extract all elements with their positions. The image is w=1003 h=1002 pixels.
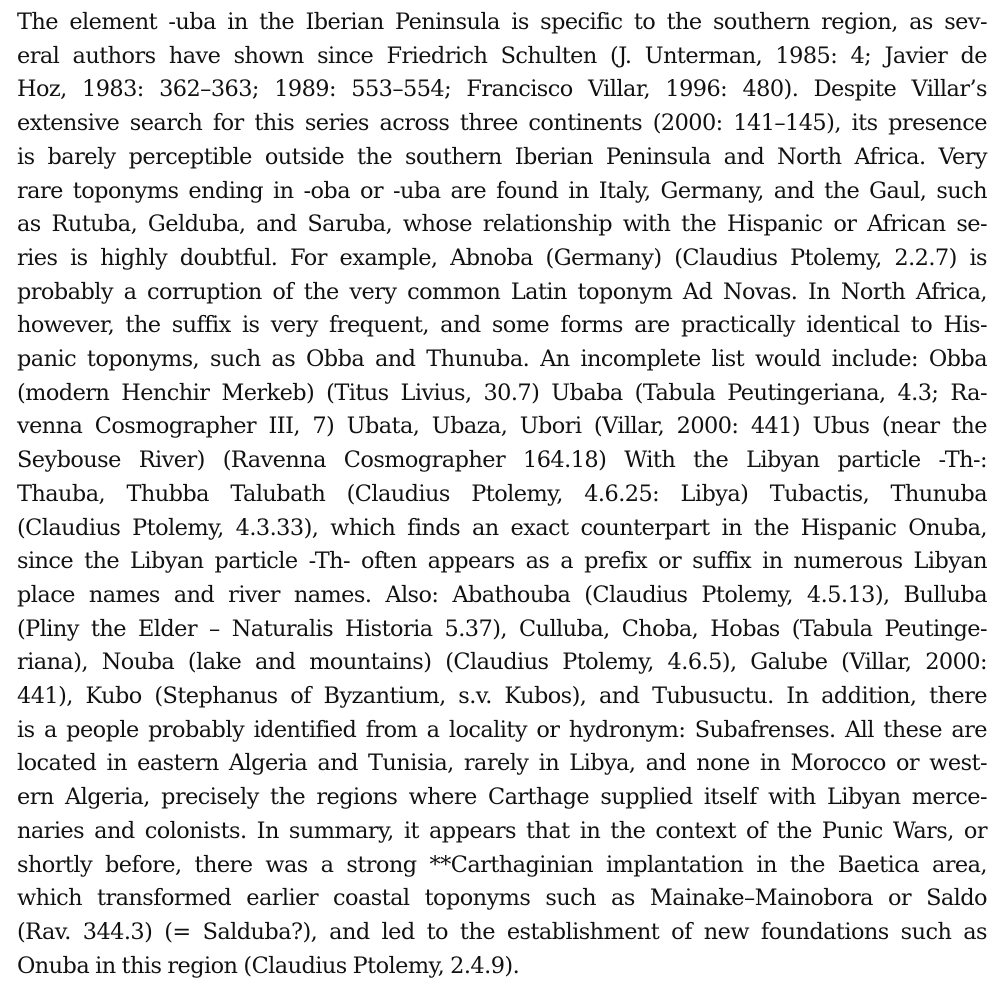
text-line-14: Seybouse River) (Ravenna Cosmographer 164.18) With the Libyan particle -Th-: — [17, 447, 987, 474]
text-line-16: (Claudius Ptolemy, 4.3.33), which finds an exact counterpart in the Hispanic Onuba, — [17, 514, 987, 541]
text-line-1: The element -uba in the Iberian Peninsula is specific to the southern region, as sev- — [17, 9, 987, 35]
text-line-25: naries and colonists. In summary, it appears that in the context of the Punic Wars, or — [17, 817, 987, 844]
text-line-5: is barely perceptible outside the southern Iberian Peninsula and North Africa. Very — [17, 143, 987, 170]
text-line-22: is a people probably identified from a locality or hydronym: Subafrenses. All these are — [17, 716, 987, 743]
text-line-8: ries is highly doubtful. For example, Abnoba (Germany) (Claudius Ptolemy, 2.2.7) is — [17, 244, 987, 271]
text-line-23: located in eastern Algeria and Tunisia, rarely in Libya, and none in Morocco or west- — [17, 750, 987, 777]
text-line-19: (Pliny the Elder – Naturalis Historia 5.37), Culluba, Choba, Hobas (Tabula Peutinge- — [17, 615, 987, 642]
text-line-21: 441), Kubo (Stephanus of Byzantium, s.v. Kubos), and Tubusuctu. In addition, there — [17, 683, 987, 710]
text-line-17: since the Libyan particle -Th- often appears as a prefix or suffix in numerous Libyan — [17, 548, 987, 575]
text-line-28: (Rav. 344.3) (= Salduba?), and led to the establishment of new foundations such as — [17, 918, 987, 945]
text-line-4: extensive search for this series across three continents (2000: 141–145), its presence — [17, 110, 987, 137]
text-line-15: Thauba, Thubba Talubath (Claudius Ptolemy, 4.6.25: Libya) Tubactis, Thunuba — [17, 480, 987, 507]
text-line-11: panic toponyms, such as Obba and Thunuba. An incomplete list would include: Obba — [17, 346, 987, 373]
text-line-20: riana), Nouba (lake and mountains) (Claudius Ptolemy, 4.6.5), Galube (Villar, 2000: — [17, 649, 987, 676]
text-line-7: as Rutuba, Gelduba, and Saruba, whose relationship with the Hispanic or African se- — [17, 211, 987, 238]
text-line-18: place names and river names. Also: Abathouba (Claudius Ptolemy, 4.5.13), Bulluba — [17, 581, 987, 608]
text-line-12: (modern Henchir Merkeb) (Titus Livius, 30.7) Ubaba (Tabula Peutingeriana, 4.3; Ra- — [17, 379, 987, 406]
body-paragraph — [17, 6, 987, 983]
text-line-10: however, the suffix is very frequent, and some forms are practically identical to His- — [17, 312, 987, 339]
text-line-9: probably a corruption of the very common Latin toponym Ad Novas. In North Africa, — [17, 278, 987, 305]
text-line-6: rare toponyms ending in -oba or -uba are found in Italy, Germany, and the Gaul, such — [17, 177, 987, 204]
text-line-2: eral authors have shown since Friedrich Schulten (J. Unterman, 1985: 4; Javier de — [17, 42, 987, 69]
text-line-27: which transformed earlier coastal toponyms such as Mainake–Mainobora or Saldo — [17, 885, 987, 912]
text-line-24: ern Algeria, precisely the regions where Carthage supplied itself with Libyan merce- — [17, 784, 987, 811]
text-line-3: Hoz, 1983: 362–363; 1989: 553–554; Francisco Villar, 1996: 480). Despite Villar’s — [17, 76, 987, 103]
text-line-29: Onuba in this region (Claudius Ptolemy, 2.4.9). — [17, 952, 520, 979]
text-line-26: shortly before, there was a strong **Carthaginian implantation in the Baetica area, — [17, 851, 987, 878]
text-line-13: venna Cosmographer III, 7) Ubata, Ubaza, Ubori (Villar, 2000: 441) Ubus (near the — [17, 413, 987, 440]
